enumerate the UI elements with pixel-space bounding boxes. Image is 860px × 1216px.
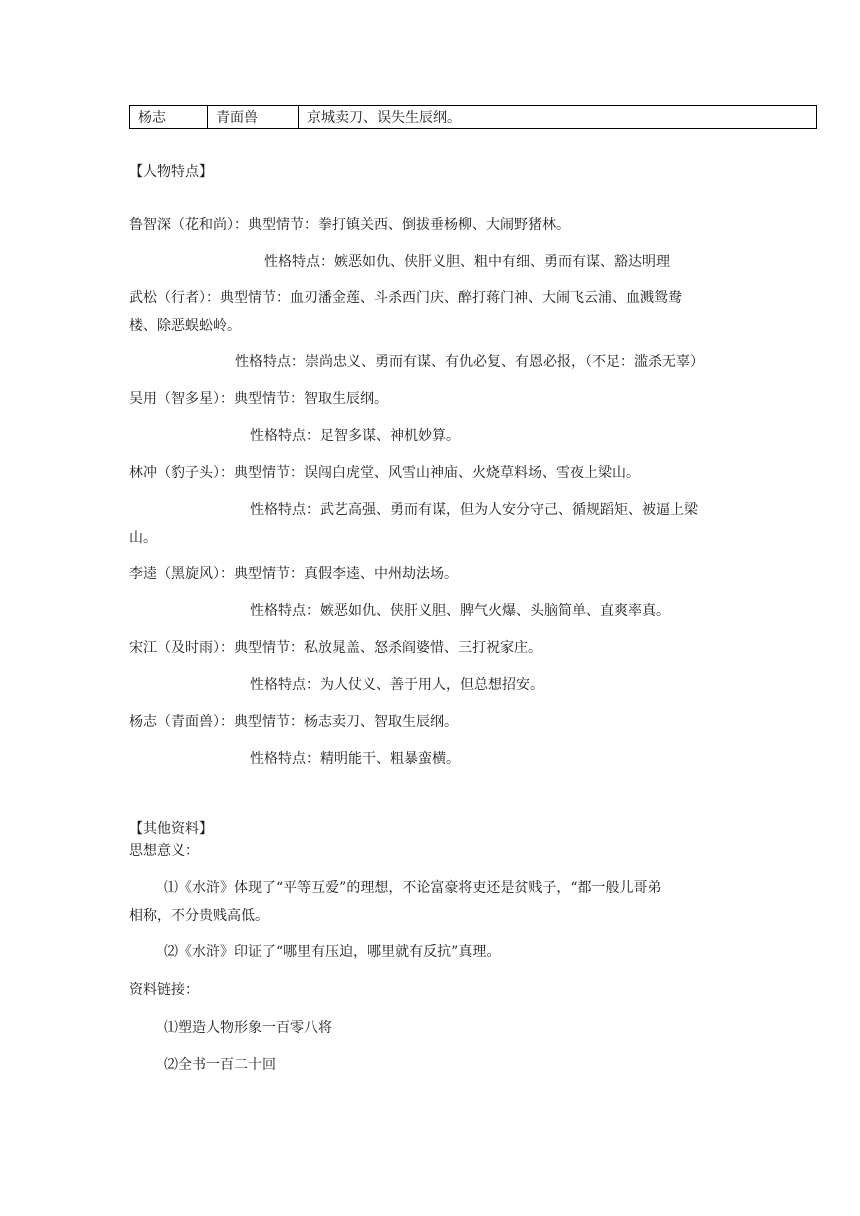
section-heading-characters: 【人物特点】 (129, 164, 213, 180)
links-label: 资料链接： (129, 982, 199, 998)
section-heading-other: 【其他资料】 (129, 821, 213, 837)
character-line: 武松（行者）：典型情节：血刃潘金莲、斗杀西门庆、醉打蒋门神、大闹飞云浦、血溅鸳鸯 (129, 290, 682, 306)
table-cell-name: 杨志 (130, 106, 208, 128)
link-item-1: ⑴塑造人物形象一百零八将 (164, 1020, 332, 1036)
link-item-2: ⑵全书一百二十回 (164, 1057, 276, 1073)
meaning-label: 思想意义： (129, 843, 199, 859)
character-line-cont: 楼、除恶蜈蚣岭。 (129, 318, 241, 334)
meaning-item-1-cont: 相称，不分贵贱高低。 (129, 908, 269, 924)
table-cell-nickname: 青面兽 (208, 106, 299, 128)
character-traits: 性格特点：嫉恶如仇、侠肝义胆、脾气火爆、头脑简单、直爽率真。 (250, 603, 670, 619)
character-traits: 性格特点：武艺高强、勇而有谋，但为人安分守己、循规蹈矩、被逼上梁 (250, 502, 698, 518)
character-line: 吴用（智多星）：典型情节：智取生辰纲。 (129, 391, 388, 407)
character-traits: 性格特点：为人仗义、善于用人，但总想招安。 (250, 677, 544, 693)
meaning-item-1: ⑴《水浒》体现了“平等互爱”的理想，不论富豪将吏还是贫贱子，“都一般儿哥弟 (164, 880, 662, 896)
character-traits: 性格特点：足智多谋、神机妙算。 (250, 428, 460, 444)
character-line: 李逵（黑旋风）：典型情节：真假李逵、中州劫法场。 (129, 566, 458, 582)
character-line: 宋江（及时雨）：典型情节：私放晁盖、怒杀阎婆惜、三打祝家庄。 (129, 640, 542, 656)
character-line: 杨志（青面兽）：典型情节：杨志卖刀、智取生辰纲。 (129, 714, 458, 730)
character-traits: 性格特点：精明能干、粗暴蛮横。 (250, 751, 460, 767)
character-line: 林冲（豹子头）：典型情节：误闯白虎堂、风雪山神庙、火烧草料场、雪夜上梁山。 (129, 465, 640, 481)
character-traits: 性格特点：嫉恶如仇、侠肝义胆、粗中有细、勇而有谋、豁达明理 (264, 254, 670, 270)
character-traits-cont: 山。 (129, 530, 157, 546)
character-table (129, 105, 817, 129)
character-traits: 性格特点：崇尚忠义、勇而有谋、有仇必复、有恩必报，（不足：滥杀无辜） (235, 354, 704, 370)
character-line: 鲁智深（花和尚）：典型情节：拳打镇关西、倒拔垂杨柳、大闹野猪林。 (129, 217, 570, 233)
table-cell-plot: 京城卖刀、误失生辰纲。 (307, 110, 461, 126)
meaning-item-2: ⑵《水浒》印证了“哪里有压迫，哪里就有反抗”真理。 (164, 944, 501, 960)
